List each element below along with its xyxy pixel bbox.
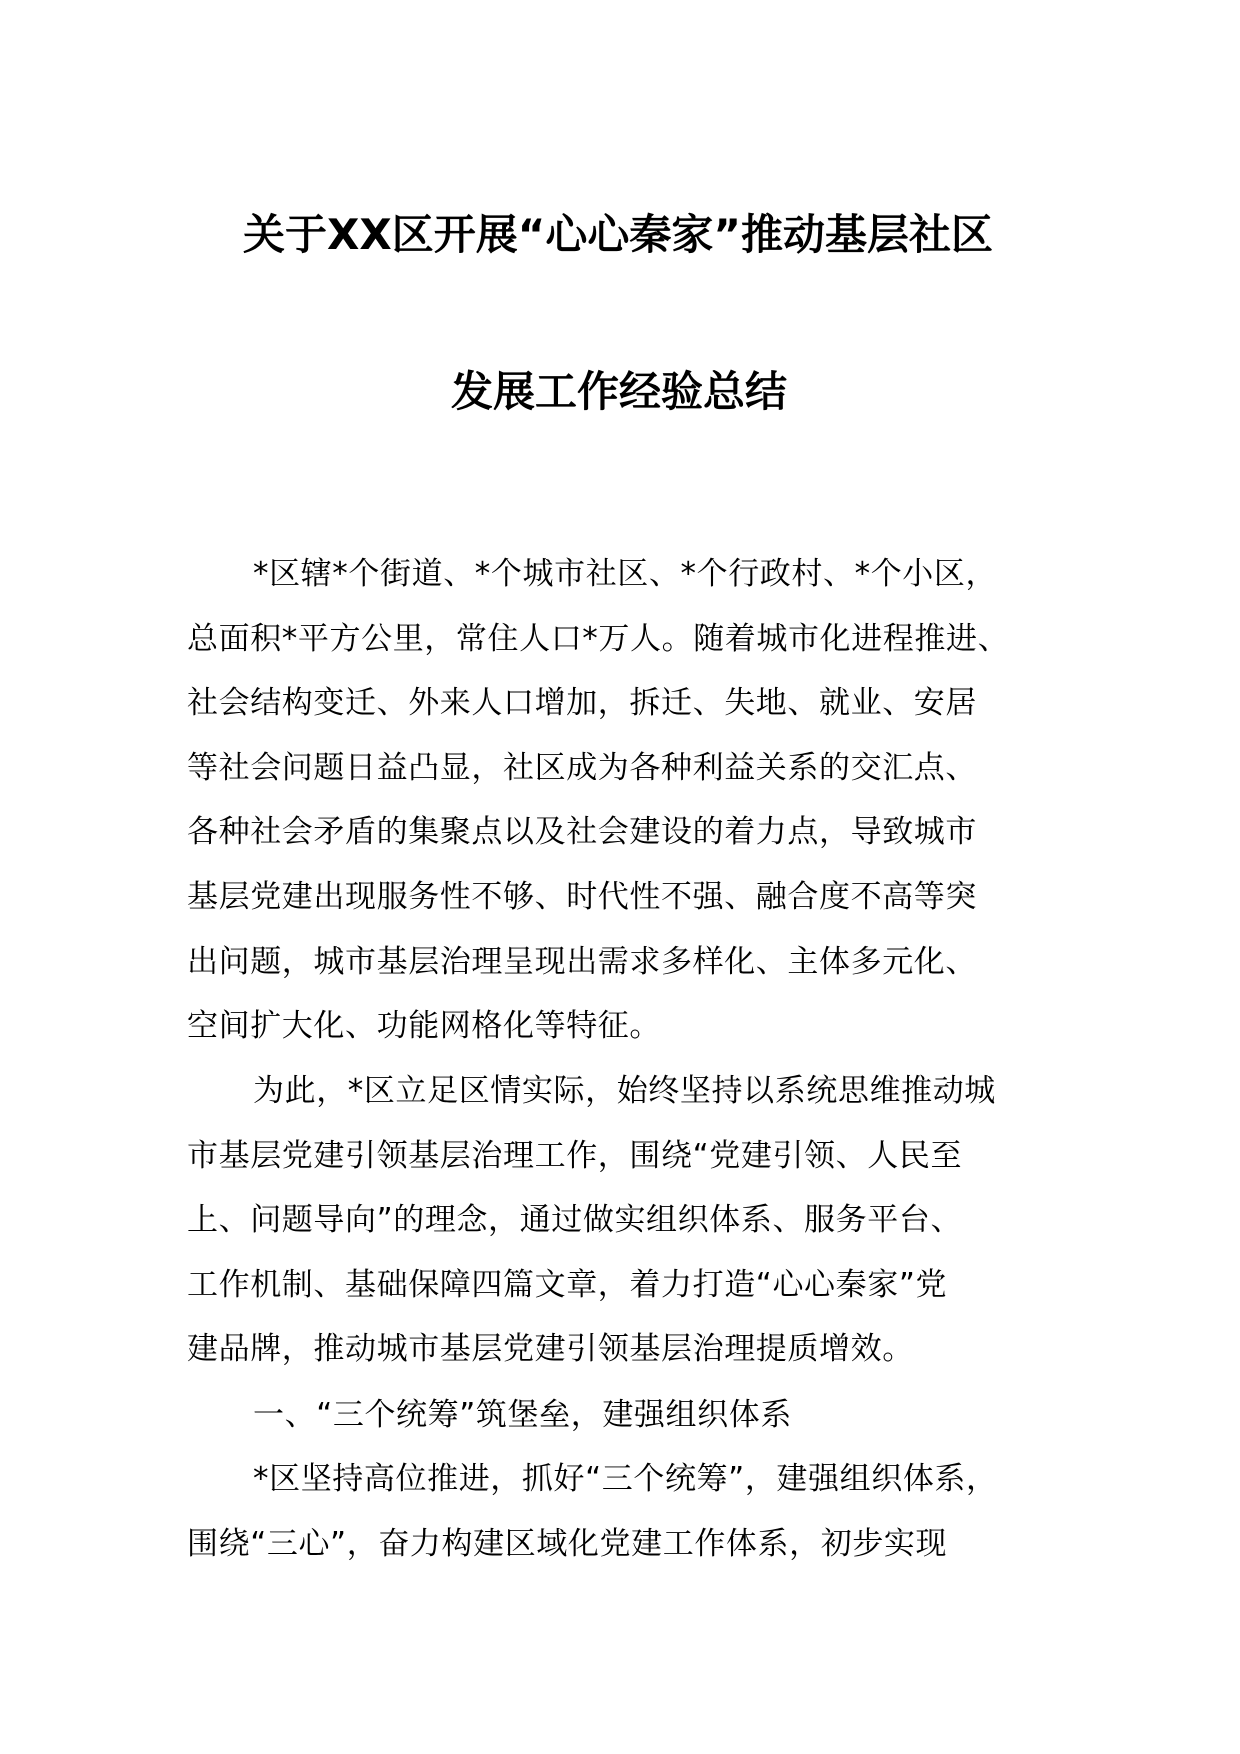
paragraph-1 bbox=[187, 542, 1087, 1059]
paragraph-line: 上、问题导向”的理念，通过做实组织体系、服务平台、 bbox=[187, 1202, 963, 1239]
paragraph-line: 为此，*区立足区情实际，始终坚持以系统思维推动城 bbox=[253, 1073, 996, 1109]
section-heading-text: 一、“三个统筹”筑堡垒，建强组织体系 bbox=[253, 1397, 792, 1433]
paragraph-line: 出问题，城市基层治理呈现出需求多样化、主体多元化、 bbox=[187, 943, 977, 980]
document-title-line-1: 关于XX区开展“心心秦家”推动基层社区 bbox=[243, 210, 993, 259]
paragraph-line: *区坚持高位推进，抓好“三个统筹”，建强组织体系， bbox=[253, 1461, 998, 1497]
paragraph-line: 空间扩大化、功能网格化等特征。 bbox=[187, 1008, 661, 1045]
paragraph-line: 建品牌，推动城市基层党建引领基层治理提质增效。 bbox=[187, 1331, 914, 1368]
section-paragraph bbox=[187, 1447, 1087, 1576]
paragraph-line: *区辖*个街道、*个城市社区、*个行政村、*个小区， bbox=[253, 556, 998, 592]
paragraph-line: 社会结构变迁、外来人口增加，拆迁、失地、就业、安居 bbox=[187, 685, 977, 722]
paragraph-line: 市基层党建引领基层治理工作，围绕“党建引领、人民至 bbox=[187, 1137, 963, 1174]
paragraph-line: 围绕“三心”，奋力构建区域化党建工作体系，初步实现 bbox=[187, 1525, 948, 1562]
paragraph-2 bbox=[187, 1059, 1087, 1382]
paragraph-line: 等社会问题日益凸显，社区成为各种利益关系的交汇点、 bbox=[187, 749, 977, 786]
paragraph-line: 工作机制、基础保障四篇文章，着力打造“心心秦家”党 bbox=[187, 1266, 948, 1303]
paragraph-line: 总面积*平方公里，常住人口*万人。随着城市化进程推进、 bbox=[187, 620, 1010, 657]
document-title-line-2: 发展工作经验总结 bbox=[450, 367, 787, 416]
paragraph-line: 各种社会矛盾的集聚点以及社会建设的着力点，导致城市 bbox=[187, 814, 977, 851]
paragraph-line: 基层党建出现服务性不够、时代性不强、融合度不高等突 bbox=[187, 878, 977, 915]
section-heading bbox=[187, 1383, 1087, 1448]
